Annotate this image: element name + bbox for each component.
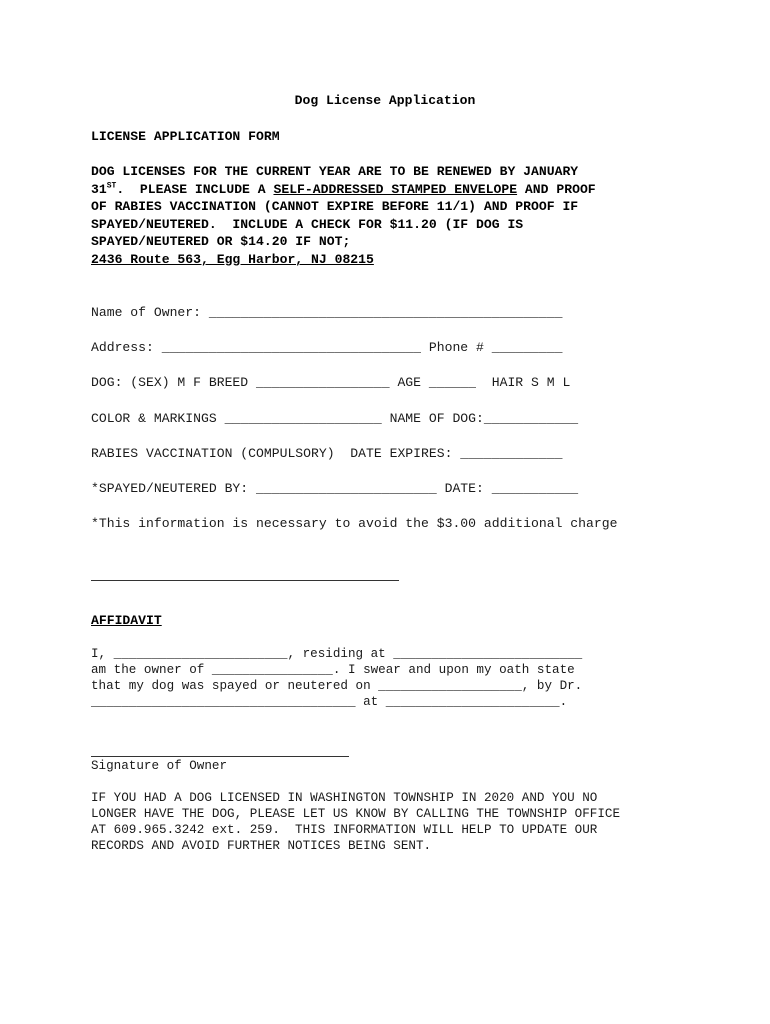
rabies-vaccination-field: RABIES VACCINATION (COMPULSORY) DATE EXPIRES: _____________ — [91, 446, 563, 461]
signature-label: Signature of Owner — [91, 759, 228, 773]
address-phone-field: Address: _________________________________ Phone # _________ — [91, 340, 563, 355]
instructions-line-5: SPAYED/NEUTERED OR $14.20 IF NOT; — [91, 234, 351, 249]
owner-name-field: Name of Owner: _____________________________________________ — [91, 305, 563, 320]
affidavit-heading: AFFIDAVIT — [91, 613, 162, 628]
mailing-address: 2436 Route 563, Egg Harbor, NJ 08215 — [91, 252, 374, 267]
sase-requirement: SELF-ADDRESSED STAMPED ENVELOPE — [273, 182, 518, 197]
spayed-neutered-field: *SPAYED/NEUTERED BY: _______________________ DATE: ___________ — [91, 481, 579, 496]
notice-line-4: RECORDS AND AVOID FURTHER NOTICES BEING SENT. — [91, 839, 432, 853]
instructions-text-b: AND PROOF — [517, 182, 596, 197]
instructions-line-4: SPAYED/NEUTERED. INCLUDE A CHECK FOR $11.20 (IF DOG IS — [91, 217, 524, 232]
notice-line-3: AT 609.965.3242 ext. 259. THIS INFORMATION WILL HELP TO UPDATE OUR — [91, 823, 598, 837]
owner-signature-line — [91, 756, 349, 757]
instructions-line-2 — [91, 181, 596, 198]
dog-details-field: DOG: (SEX) M F BREED _________________ AGE ______ HAIR S M L — [91, 375, 571, 390]
notice-line-2: LONGER HAVE THE DOG, PLEASE LET US KNOW BY CALLING THE TOWNSHIP OFFICE — [91, 807, 621, 821]
deadline-day: 31 — [91, 182, 107, 197]
affidavit-line-4: ___________________________________ at _______________________. — [91, 695, 568, 709]
affidavit-line-1: I, _______________________, residing at _________________________ — [91, 647, 583, 661]
form-heading: LICENSE APPLICATION FORM — [91, 129, 280, 144]
color-name-field: COLOR & MARKINGS ____________________ NAME OF DOG:____________ — [91, 411, 579, 426]
document-title: Dog License Application — [294, 93, 476, 108]
notice-line-1: IF YOU HAD A DOG LICENSED IN WASHINGTON TOWNSHIP IN 2020 AND YOU NO — [91, 791, 598, 805]
signature-line-top — [91, 580, 399, 581]
affidavit-line-2: am the owner of ________________. I swear and upon my oath state — [91, 663, 575, 677]
affidavit-line-3: that my dog was spayed or neutered on ___________________, by Dr. — [91, 679, 583, 693]
instructions-line-3: OF RABIES VACCINATION (CANNOT EXPIRE BEFORE 11/1) AND PROOF IF — [91, 199, 579, 214]
deadline-suffix: ST — [106, 181, 117, 191]
instructions-line-1: DOG LICENSES FOR THE CURRENT YEAR ARE TO BE RENEWED BY JANUARY — [91, 164, 579, 179]
additional-charge-note: *This information is necessary to avoid the $3.00 additional charge — [91, 516, 618, 531]
instructions-text-a: . PLEASE INCLUDE A — [116, 182, 274, 197]
